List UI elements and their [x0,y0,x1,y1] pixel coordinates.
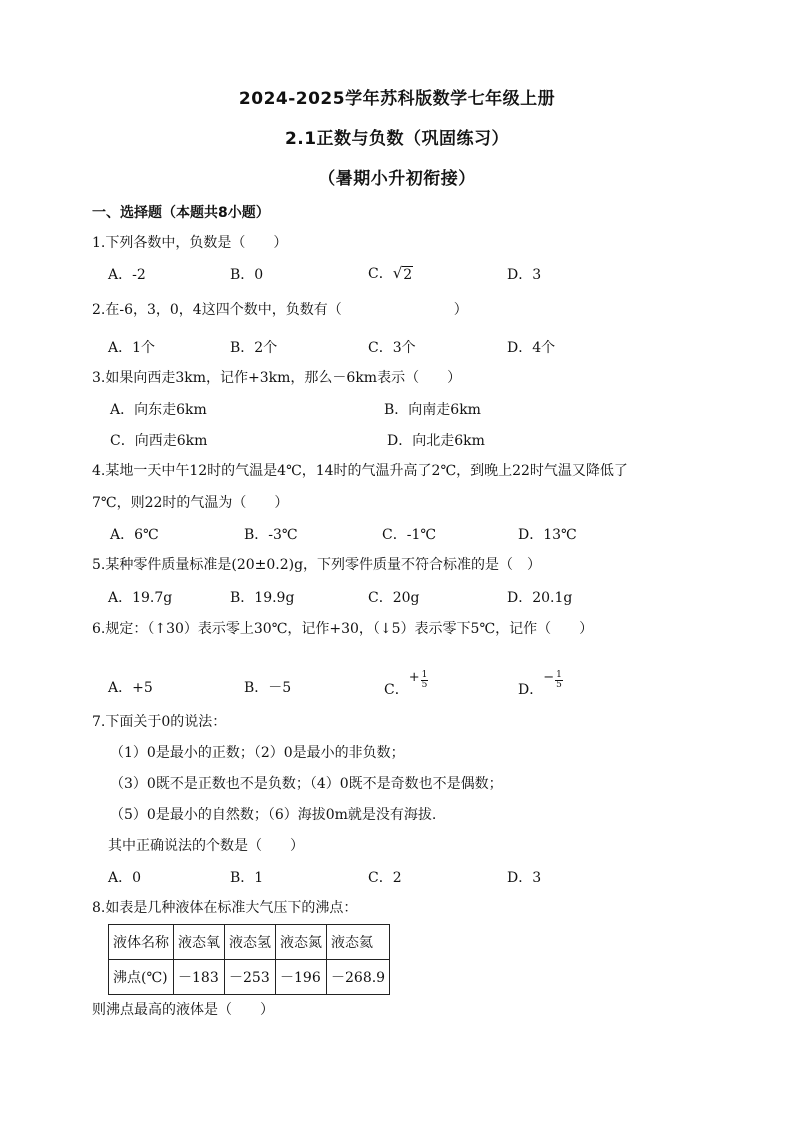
q5-option-c: C．20g [368,590,420,606]
q7-statement-line1: （1）0是最小的正数；（2）0是最小的非负数； [110,745,405,761]
q1-option-a: A．-2 [108,267,146,283]
q7-statement-line2: （3）0既不是正数也不是负数；（4）0既不是奇数也不是偶数； [110,776,503,792]
q7-statement-line3: （5）0是最小的自然数；（6）海拔0m就是没有海拔. [110,807,437,823]
lesson-subtitle: （暑期小升初衔接） [318,169,476,189]
q6-stem: 6.规定：（↑30）表示零上30℃，记作+30，（↓5）表示零下5℃，记作（ ） [92,621,594,637]
q7-option-d: D．3 [507,870,542,886]
q4-stem-line2: 7℃，则22时的气温为（ ） [92,495,289,511]
q8-stem: 8.如表是几种液体在标准大气压下的沸点： [92,900,358,916]
q1-stem: 1.下列各数中，负数是（ ） [92,235,288,251]
q7-option-b: B．1 [230,870,264,886]
fraction-one-fifth [555,671,563,690]
table-cell: 液态氮 [276,925,327,960]
q6-option-d [518,668,563,698]
q5-stem: 5.某种零件质量标准是(20±0.2)g，下列零件质量不符合标准的是（ ） [92,557,542,573]
q5-option-b: B．19.9g [230,590,295,606]
plus-sign: + [408,670,420,685]
q2-option-b: B．2个 [230,340,278,356]
q2-option-d: D．4个 [507,340,556,356]
fraction-numerator: 1 [421,669,428,680]
sqrt-symbol: √ 2 [392,264,413,283]
table-header-row [109,925,390,960]
q8-question: 则沸点最高的液体是（ ） [92,1002,274,1018]
boiling-point-table [108,924,390,995]
q7-stem: 7.下面关于0的说法： [92,714,227,730]
fraction-denominator: 5 [421,679,428,690]
q2-option-c: C．3个 [368,340,416,356]
q7-option-c: C．2 [368,870,402,886]
q1-option-c-label: C． [368,266,393,282]
q1-option-c-radicand: 2 [403,267,413,283]
lesson-title: 2.1正数与负数（巩固练习） [284,129,510,149]
q2-option-a: A．1个 [108,340,156,356]
table-cell: 液体名称 [109,925,174,960]
q4-option-d: D．13℃ [518,527,577,543]
q1-option-c [368,263,413,284]
minus-sign: − [543,670,555,685]
q5-option-d: D．20.1g [507,590,573,606]
table-cell: －268.9 [327,960,390,995]
table-cell: －183 [174,960,225,995]
fraction-numerator: 1 [556,669,562,680]
q7-question: 其中正确说法的个数是（ ） [108,838,304,854]
q3-option-b: B．向南走6km [384,402,481,418]
fraction-one-fifth [421,671,429,690]
q5-option-a: A．19.7g [108,590,173,606]
table-cell: －196 [276,960,327,995]
q2-stem: 2.在-6，3，0，4这四个数中，负数有（ ） [92,302,468,318]
section-heading: 一、选择题（本题共8小题） [92,205,270,221]
q4-option-b: B．-3℃ [244,527,298,543]
q6-option-c-label: C． [384,682,409,698]
fraction-denominator: 5 [556,679,562,690]
q3-option-d: D．向北走6km [387,433,485,449]
q4-option-a: A．6℃ [110,527,159,543]
q7-option-a: A．0 [108,870,142,886]
q6-option-b: B．－5 [244,680,292,696]
q3-option-a: A．向东走6km [110,402,207,418]
table-cell: －253 [225,960,276,995]
q4-option-c: C．-1℃ [382,527,437,543]
q3-stem: 3.如果向西走3km，记作+3km，那么－6km表示（ ） [92,370,462,386]
q4-stem-line1: 4.某地一天中午12时的气温是4℃，14时的气温升高了2℃，到晚上22时气温又降低了 [92,463,628,479]
table-cell: 沸点(℃) [109,960,174,995]
q1-option-d: D．3 [507,267,542,283]
table-cell: 液态氧 [174,925,225,960]
worksheet-title: 2024-2025学年苏科版数学七年级上册 [238,89,556,109]
table-row [109,960,390,995]
q6-option-c [384,668,428,698]
q6-option-d-label: D． [518,682,544,698]
q6-option-a: A．+5 [108,680,153,696]
table-cell: 液态氦 [327,925,390,960]
q3-option-c: C．向西走6km [110,433,208,449]
q1-option-b: B．0 [230,267,264,283]
table-cell: 液态氢 [225,925,276,960]
